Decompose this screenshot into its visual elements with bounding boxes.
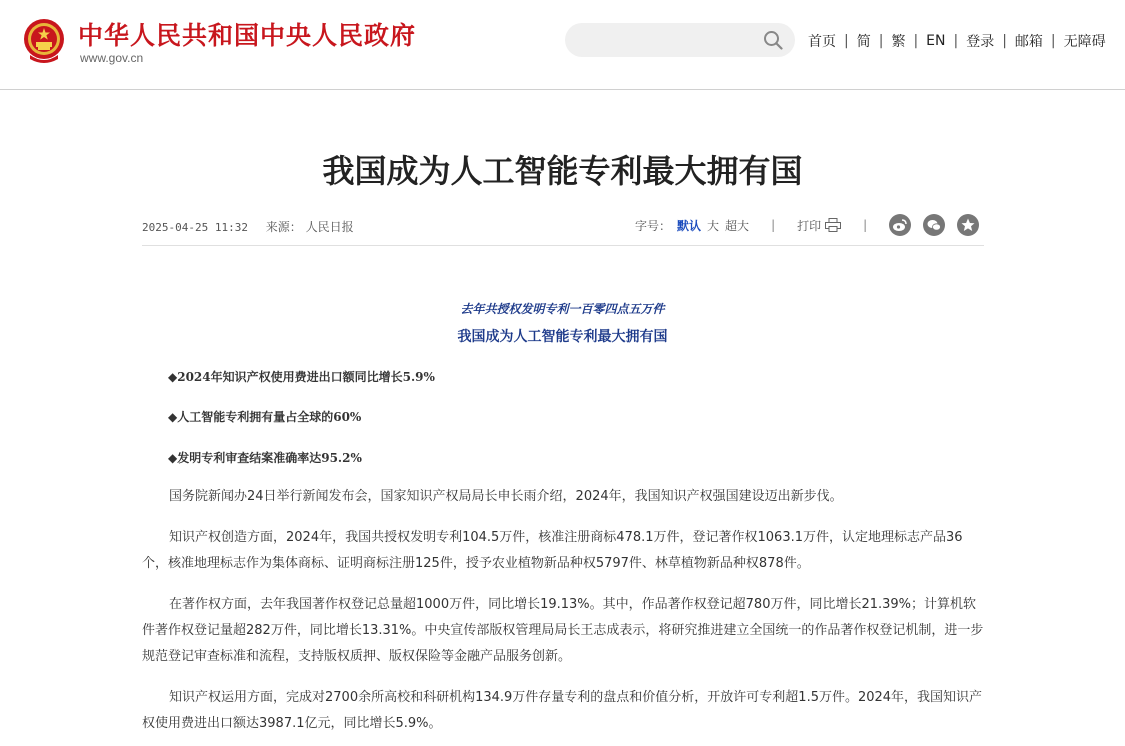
font-size-default[interactable]: 默认: [677, 218, 702, 233]
tools-separator: |: [863, 218, 868, 232]
nav-traditional[interactable]: 繁: [891, 34, 906, 50]
highlight-item: ◆发明专利审查结案准确率达95.2%: [168, 451, 362, 465]
article-subtitle: 去年共授权发明专利一百零四点五万件: [460, 302, 665, 316]
site-header: [0, 0, 1125, 90]
print-icon: [825, 218, 841, 232]
article-paragraph: 在著作权方面，去年我国著作权登记总量超1000万件，同比增长19.13%。其中，作品著作权登记超780万件，同比增长21.39%；计算机软件著作权登记量超282万件，同比增长13.31%。中央宣传部版权管理局局长王志成表示，将研究推进建立全国统一的作品著作权登记机制，进一步规范登记审查标准和流程，支持版权质押、版权保险等金融产品服务创新。: [142, 597, 984, 664]
qzone-icon[interactable]: [957, 214, 979, 236]
nav-accessibility[interactable]: 无障碍: [1063, 34, 1106, 50]
article-tools: [635, 212, 979, 238]
article-paragraph: 国务院新闻办24日举行新闻发布会，国家知识产权局局长申长雨介绍，2024年，我国知识产权强国建设迈出新步伐。: [169, 489, 843, 504]
article-meta: [142, 218, 354, 235]
nav-separator: |: [1050, 33, 1056, 49]
article-source: 人民日报: [305, 220, 354, 234]
font-size-xlarge[interactable]: 超大: [725, 218, 750, 233]
nav-home[interactable]: 首页: [808, 34, 836, 50]
article-date: 2025-04-25 11:32: [142, 221, 248, 234]
weibo-icon[interactable]: [889, 214, 911, 236]
nav-separator: |: [844, 33, 849, 49]
tools-separator: |: [771, 218, 776, 232]
highlight-item: ◆2024年知识产权使用费进出口额同比增长5.9%: [168, 370, 435, 384]
print-button[interactable]: [797, 217, 841, 234]
wechat-icon[interactable]: [923, 214, 945, 236]
search-input[interactable]: [565, 23, 795, 57]
highlight-item: ◆人工智能专利拥有量占全球的60%: [168, 410, 362, 424]
article-paragraph: 知识产权创造方面，2024年，我国共授权发明专利104.5万件，核准注册商标478.1万件，登记著作权1063.1万件，认定地理标志产品36个，核准地理标志作为集体商标、证明商标注册125件，授予农业植物新品种权5797件、林草植物新品种权878件。: [142, 530, 963, 571]
top-nav: [808, 31, 1106, 51]
nav-login[interactable]: 登录: [966, 34, 995, 50]
nav-english[interactable]: EN: [926, 33, 946, 49]
nav-separator: |: [913, 33, 919, 49]
meta-divider: [142, 245, 984, 246]
font-size-label: 字号：: [635, 218, 672, 233]
nav-separator: |: [1002, 33, 1007, 49]
nav-separator: |: [953, 33, 959, 49]
article-headline: 我国成为人工智能专利最大拥有国: [457, 329, 668, 345]
search-icon[interactable]: [763, 30, 783, 50]
font-size-large[interactable]: 大: [707, 218, 720, 233]
national-emblem-icon[interactable]: [22, 17, 66, 65]
nav-separator: |: [878, 33, 884, 49]
nav-simplified[interactable]: 简: [856, 34, 871, 50]
site-name[interactable]: 中华人民共和国中央人民政府: [78, 21, 417, 50]
article-paragraph: 知识产权运用方面，完成对2700余所高校和科研机构134.9万件存量专利的盘点和价值分析，开放许可专利超1.5万件。2024年，我国知识产权使用费进出口额达3987.1亿元，同比增长5.9%。: [142, 690, 983, 731]
site-url[interactable]: www.gov.cn: [80, 51, 144, 65]
print-label: 打印: [797, 218, 822, 233]
nav-mail[interactable]: 邮箱: [1014, 34, 1043, 50]
article-title: 我国成为人工智能专利最大拥有国: [322, 152, 803, 190]
source-label: 来源：: [265, 220, 302, 234]
